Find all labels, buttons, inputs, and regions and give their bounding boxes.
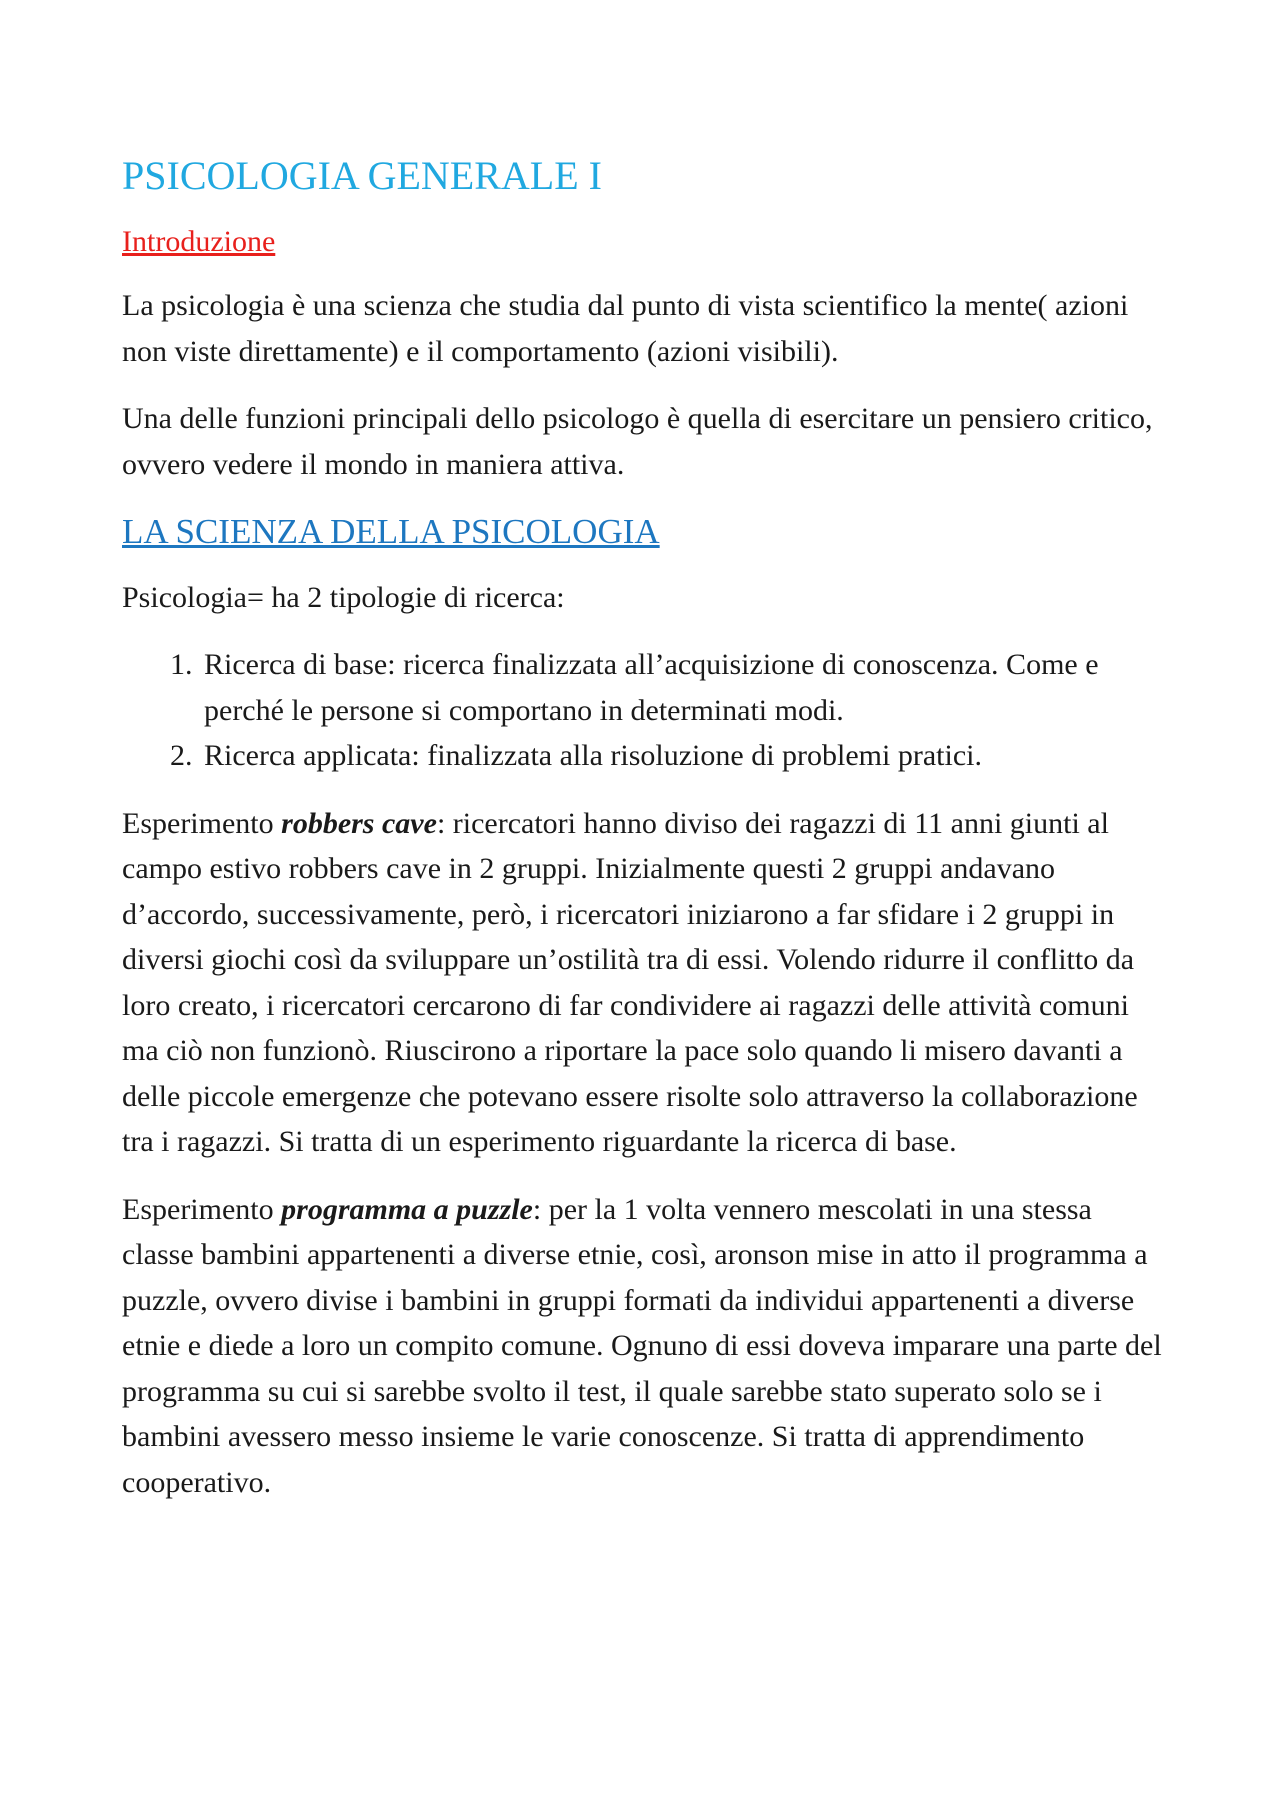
intro-heading: Introduzione [122,225,276,258]
experiment-robbers-cave-paragraph [122,801,1170,1165]
section-heading: LA SCIENZA DELLA PSICOLOGIA [122,512,660,551]
intro-paragraph-1: La psicologia è una scienza che studia dal punto di vista scientifico la mente( azioni non viste direttamente) e il comportamento (azioni visibili). [122,289,1129,368]
experiment-description: : per la 1 volta vennero mescolati in una stessa classe bambini appartenenti a diverse etnie, così, aronson mise in atto il programma a puzzle, ovvero divise i bambini in gruppi formati da individui appartenenti a diverse etnie e diede a loro un compito comune. Ognuno di essi doveva imparare una parte del programma su cui si sarebbe svolto il test, il quale sarebbe stato superato solo se i bambini avessero messo insieme le varie conoscenze. Si tratta di apprendimento cooperativo. [122,1192,1162,1499]
section-intro: Psicologia= ha 2 tipologie di ricerca: [122,580,565,614]
document-title: PSICOLOGIA GENERALE I [122,153,602,198]
experiment-name: robbers cave [281,806,437,840]
research-types-list [122,642,1170,779]
intro-paragraph-2: Una delle funzioni principali dello psicologo è quella di esercitare un pensiero critico, ovvero vedere il mondo in maniera attiva. [122,402,1153,481]
experiment-puzzle-paragraph [122,1187,1170,1506]
experiment-name: programma a puzzle [281,1192,533,1226]
experiment-prefix: Esperimento [122,806,282,840]
list-item: 1. Ricerca di base: ricerca finalizzata all’acquisizione di conoscenza. Come e perché le persone si comportano in determinati modi. [200,642,1170,733]
experiment-description: : ricercatori hanno diviso dei ragazzi di 11 anni giunti al campo estivo robbers cave in 2 gruppi. Inizialmente questi 2 gruppi andavano d’accordo, successivamente, però, i ricercatori iniziarono a far sfidare i 2 gruppi in diversi giochi così da sviluppare un’ostilità tra di essi. Volendo ridurre il conflitto da loro creato, i ricercatori cercarono di far condividere ai ragazzi delle attività comuni ma ciò non funzionò. Riuscirono a riportare la pace solo quando li misero davanti a delle piccole emergenze che potevano essere risolte solo attraverso la collaborazione tra i ragazzi. Si tratta di un esperimento riguardante la ricerca di base. [122,806,1138,1158]
experiment-prefix: Esperimento [122,1192,282,1226]
list-item: 2. Ricerca applicata: finalizzata alla risoluzione di problemi pratici. [200,733,1170,779]
